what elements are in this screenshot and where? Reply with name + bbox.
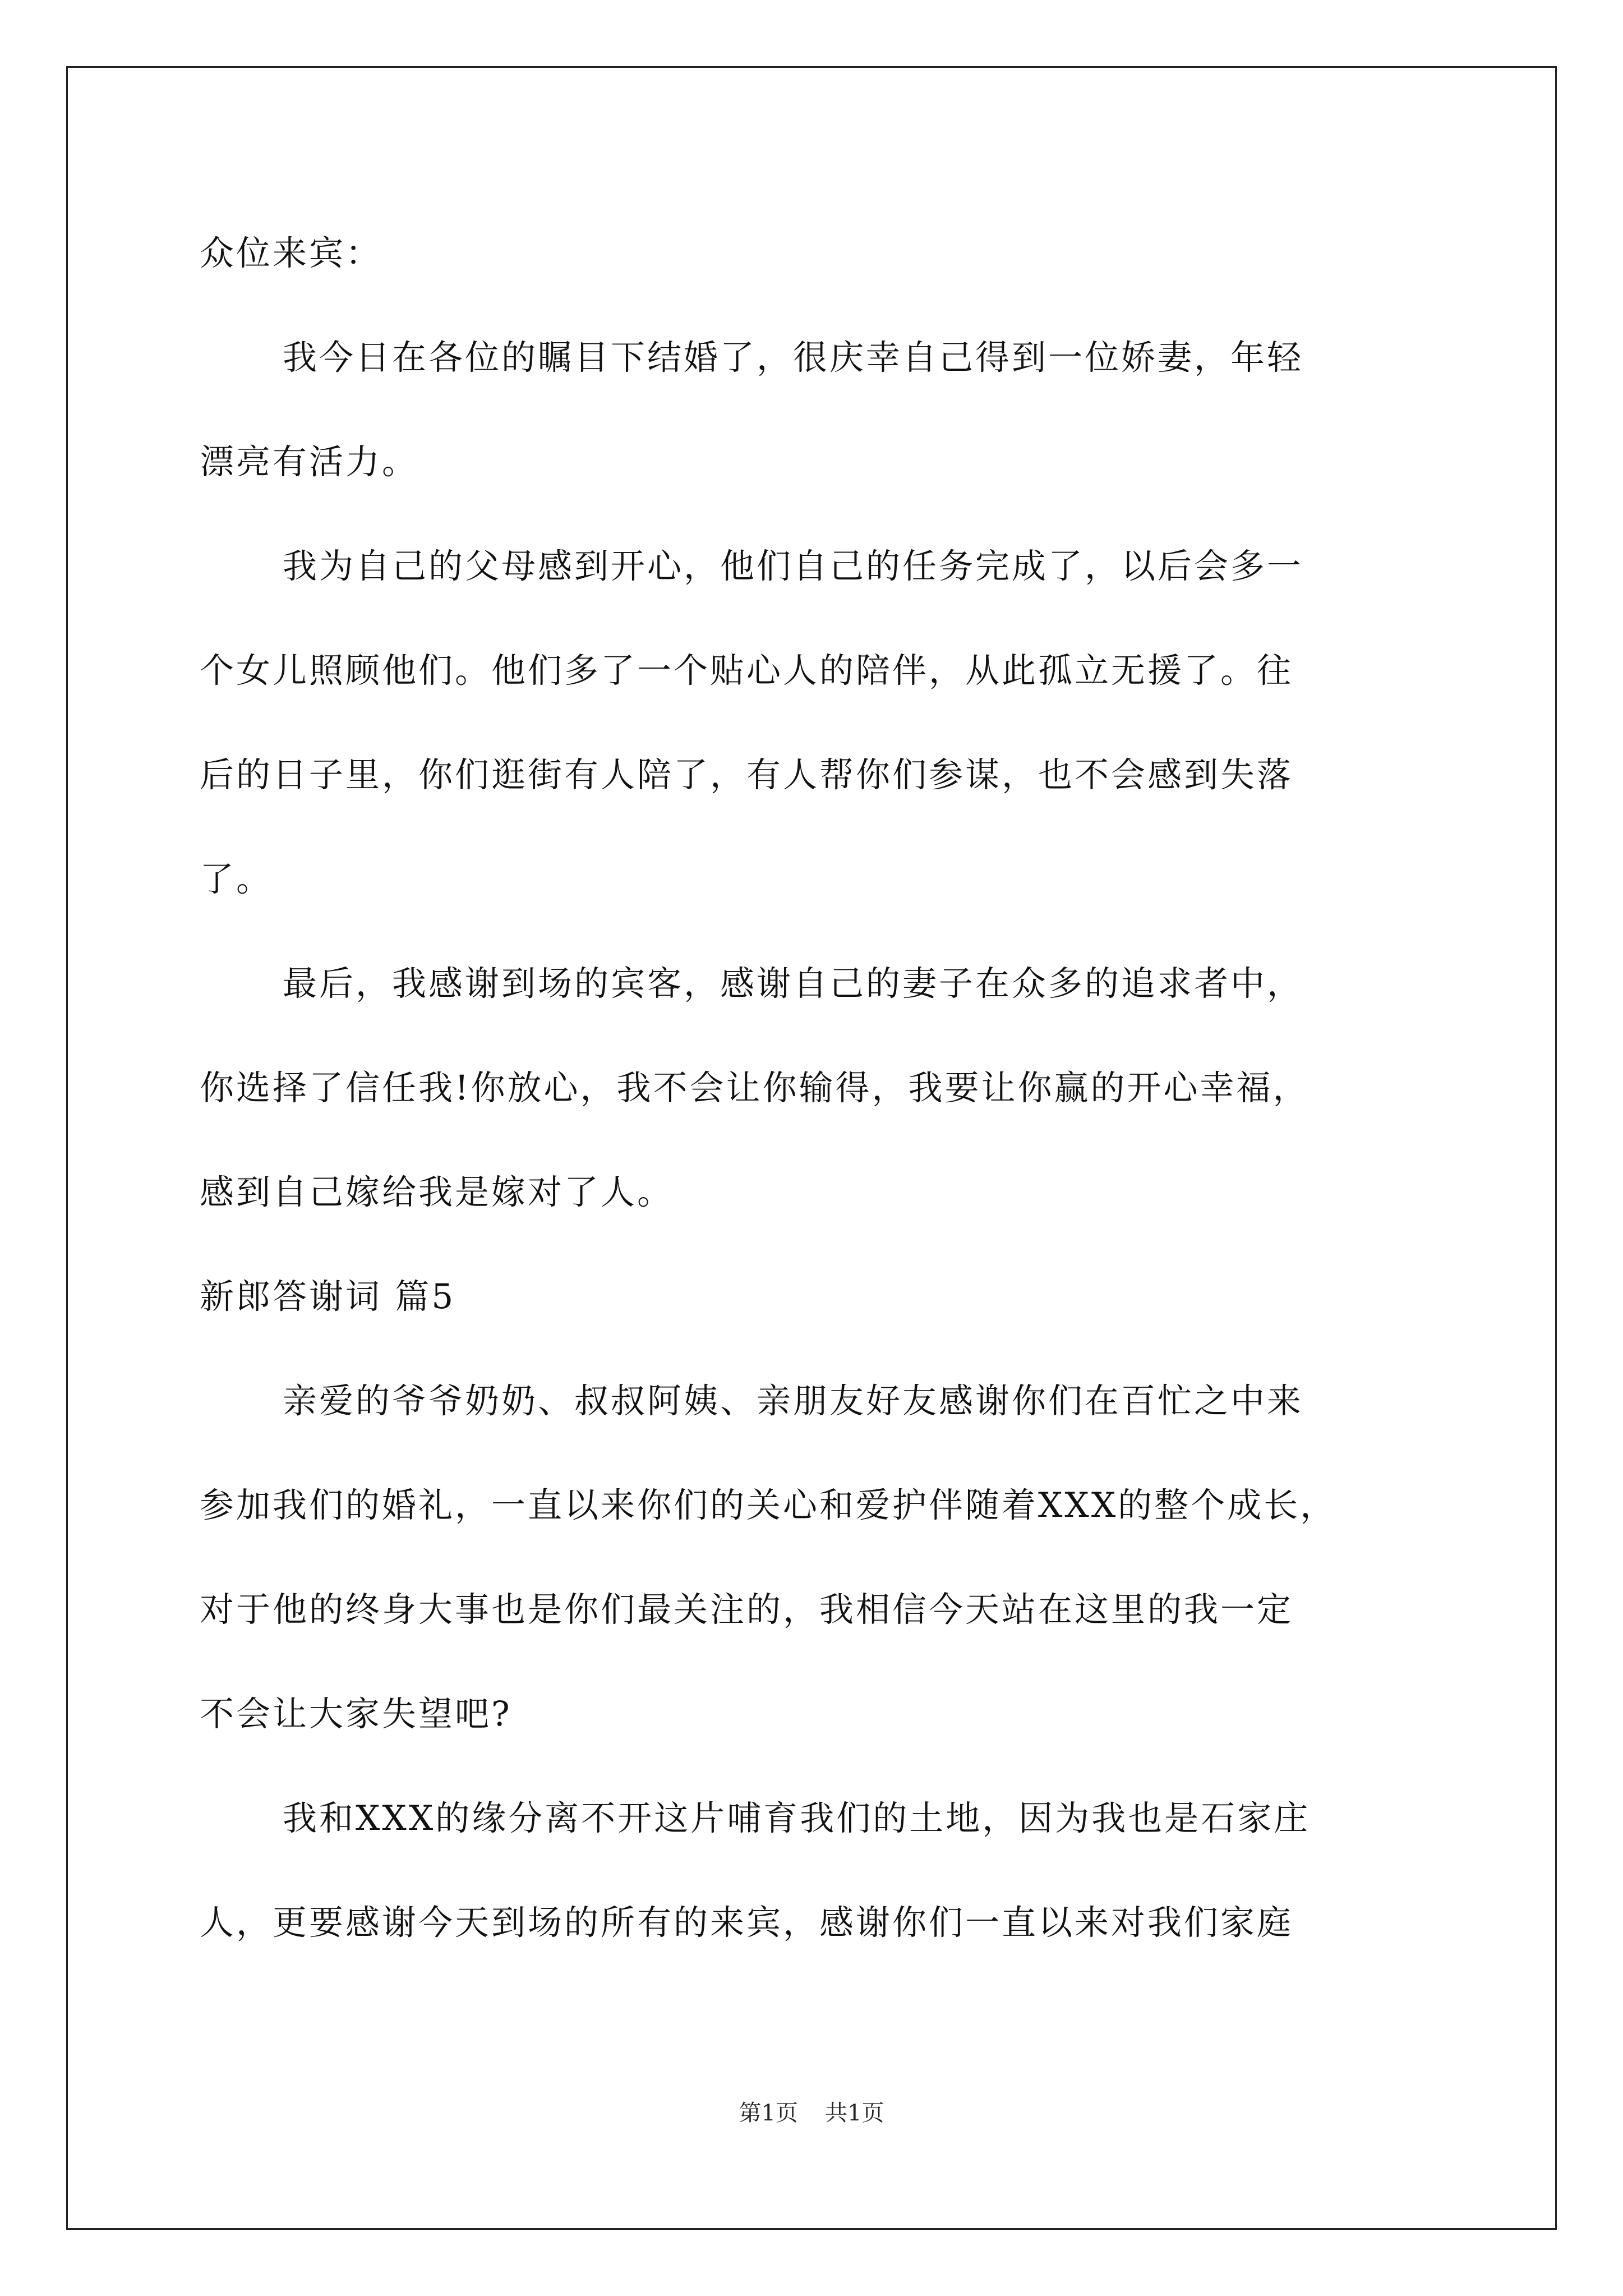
paragraph-line: 我和XXX的缘分离不开这片哺育我们的土地，因为我也是石家庄 [283, 1798, 1311, 1838]
page-footer [0, 2099, 1623, 2127]
paragraph-line: 漂亮有活力。 [200, 442, 419, 482]
paragraph-line: 亲爱的爷爷奶奶、叔叔阿姨、亲朋友好友感谢你们在百忙之中来 [283, 1381, 1304, 1421]
paragraph-line: 我为自己的父母感到开心，他们自己的任务完成了，以后会多一 [283, 546, 1304, 586]
paragraph-line: 参加我们的婚礼，一直以来你们的关心和爱护伴随着XXX的整个成长， [200, 1485, 1337, 1525]
paragraph-line: 后的日子里，你们逛街有人陪了，有人帮你们参谋，也不会感到失落 [200, 755, 1294, 795]
paragraph-line: 人，更要感谢今天到场的所有的来宾，感谢你们一直以来对我们家庭 [200, 1903, 1294, 1943]
paragraph-line: 了。 [200, 859, 273, 899]
salutation-line: 众位来宾： [200, 233, 382, 273]
paragraph-line: 感到自己嫁给我是嫁对了人。 [200, 1172, 674, 1212]
paragraph-line: 我今日在各位的瞩目下结婚了，很庆幸自己得到一位娇妻，年轻 [283, 338, 1304, 378]
page-total: 共1页 [825, 2100, 884, 2126]
section-heading: 新郎答谢词 篇5 [200, 1277, 456, 1317]
paragraph-line: 你选择了信任我!你放心，我不会让你输得，我要让你赢的开心幸福， [200, 1068, 1310, 1108]
paragraph-line: 对于他的终身大事也是你们最关注的，我相信今天站在这里的我一定 [200, 1590, 1294, 1630]
paragraph-line: 个女儿照顾他们。他们多了一个贴心人的陪伴，从此孤立无援了。往 [200, 651, 1294, 691]
paragraph-line: 最后，我感谢到场的宾客，感谢自己的妻子在众多的追求者中， [283, 964, 1304, 1004]
paragraph-line: 不会让大家失望吧? [200, 1694, 512, 1734]
page-number: 第1页 [739, 2100, 798, 2126]
